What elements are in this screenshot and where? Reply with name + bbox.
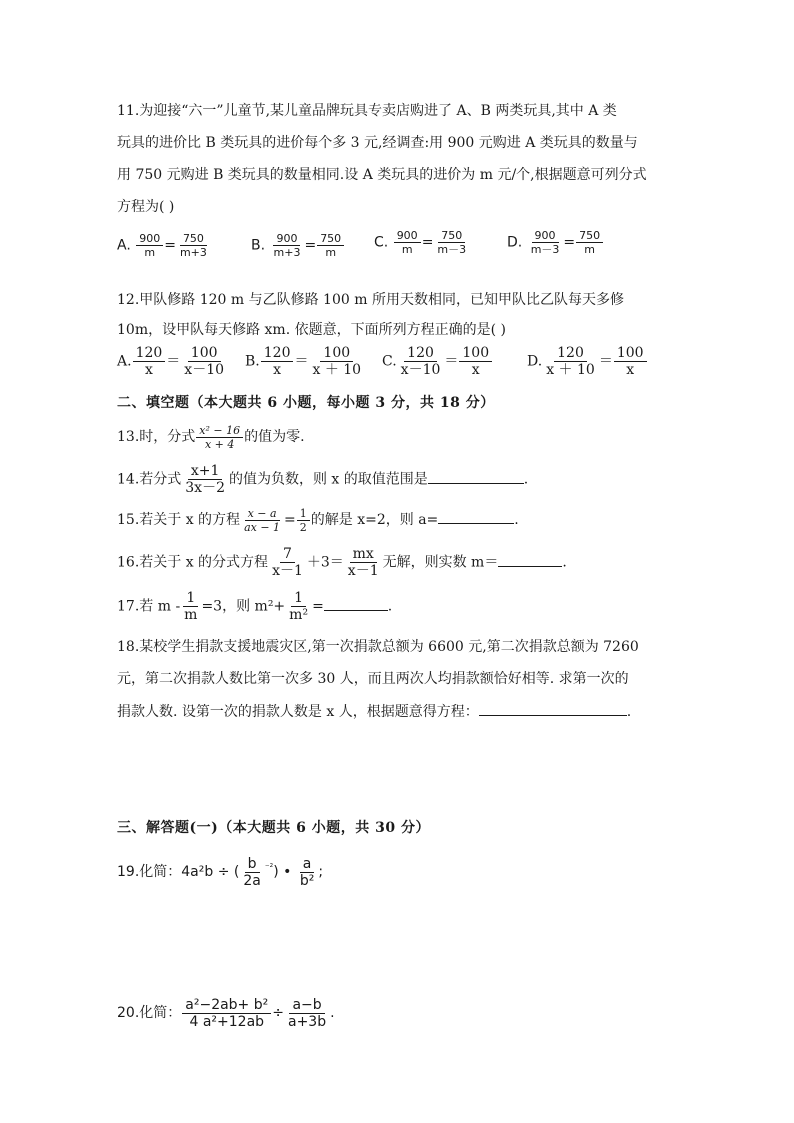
q13	[117, 422, 305, 452]
option-label: B.	[251, 237, 266, 254]
equals: ＝	[294, 353, 309, 370]
frac-num: 750	[576, 229, 603, 243]
equals: =	[304, 237, 317, 254]
q12-option-b[interactable]	[245, 345, 365, 378]
frac-den: x ＋ 10	[312, 362, 362, 378]
equals: ＝	[166, 353, 181, 370]
frac-num: 100	[459, 345, 492, 362]
q19	[117, 852, 323, 889]
frac-num: 120	[261, 345, 294, 362]
frac-num: 750	[180, 232, 207, 246]
frac-den: a+3b	[287, 1013, 327, 1030]
q14	[117, 463, 528, 496]
q16-end: .	[562, 554, 567, 571]
q18-line-3	[117, 701, 631, 722]
q15-answer-blank[interactable]	[438, 509, 514, 524]
frac-den: x ＋ 10	[546, 362, 595, 378]
frac-den: 2	[299, 520, 307, 534]
frac-den: x	[144, 362, 153, 378]
q11-option-d[interactable]	[507, 229, 604, 256]
q13-text-post: 的值为零.	[244, 429, 305, 445]
option-label: A.	[117, 353, 132, 370]
frac-den: x－10	[184, 362, 225, 378]
q14-end: .	[523, 471, 529, 488]
frac-den: m－3	[530, 243, 560, 256]
frac-num: 100	[188, 345, 221, 362]
frac-den: x	[273, 362, 282, 378]
frac-den: m－3	[437, 243, 467, 256]
q15	[117, 505, 519, 535]
q11-line-3: 用 750 元购进 B 类玩具的数量相同.设 A 类玩具的进价为 m 元/个,根据题意可列分式	[117, 167, 647, 183]
option-label: D.	[507, 234, 523, 251]
frac-den: x + 4	[204, 437, 235, 451]
frac-num: a²−2ab+ b²	[182, 997, 271, 1014]
frac-num: 1	[183, 590, 198, 607]
q18-line-2: 元，第二次捐款人数比第一次多 30 人，而且两次人均捐款额恰好相等. 求第一次的	[117, 671, 629, 687]
frac-den: m	[184, 607, 198, 623]
q20	[117, 996, 335, 1030]
q17-text-post: =	[312, 598, 324, 615]
q15-text: 15.若关于 x 的方程	[117, 512, 241, 528]
frac-num: 900	[394, 229, 421, 243]
q12-option-a[interactable]	[117, 345, 228, 378]
q17-mid: =3，则 m²+	[201, 598, 286, 615]
equals: ＝	[598, 353, 613, 370]
q18-line-1: 18.某校学生捐款支援地震灾区,第一次捐款总额为 6600 元,第二次捐款总额为 7260	[117, 639, 639, 655]
option-label: A.	[117, 237, 131, 254]
frac-num: 120	[133, 345, 166, 362]
q14-text-post: 的值为负数，则 x 的取值范围是	[228, 471, 428, 488]
equals: =	[164, 237, 176, 254]
frac-num: a	[300, 856, 315, 873]
equals: =	[563, 234, 576, 251]
frac-num: x+1	[188, 463, 223, 480]
q16-mid: ＋3＝	[306, 554, 344, 571]
q19-text: 19.化简：	[117, 864, 182, 880]
frac-num: 7	[280, 546, 295, 563]
q17-answer-blank[interactable]	[324, 596, 388, 611]
q11-line-4: 方程为( )	[117, 199, 175, 215]
q15-end: .	[514, 512, 519, 528]
frac-den: m+3	[179, 246, 207, 259]
frac-den: ax − 1	[244, 520, 281, 534]
frac-num: 1	[291, 590, 306, 607]
frac-num: 900	[532, 229, 559, 243]
q12-option-c[interactable]	[382, 345, 493, 378]
q11-line-2: 玩具的进价比 B 类玩具的进价每个多 3 元,经调查:用 900 元购进 A 类玩具的数量与	[117, 135, 638, 151]
frac-den: m²	[289, 607, 309, 623]
q20-end: .	[330, 1005, 335, 1021]
q19-expr-a: 4a²b ÷ (	[181, 864, 240, 880]
option-label: C.	[374, 234, 389, 251]
frac-den: 2a	[243, 872, 261, 889]
q19-exponent: ⁻²	[264, 863, 274, 873]
frac-den: m+3	[273, 246, 301, 259]
frac-den: x－10	[400, 362, 441, 378]
q14-answer-blank[interactable]	[428, 469, 524, 484]
equals: =	[421, 234, 434, 251]
option-label: B.	[245, 353, 260, 370]
q15-text-post: 的解是 x=2，则 a=	[310, 512, 439, 528]
frac-num: a−b	[289, 997, 324, 1014]
frac-num: mx	[350, 546, 377, 563]
q11-option-c[interactable]	[374, 229, 470, 256]
q11-line-1: 11.为迎接“六一”儿童节,某儿童品牌玩具专卖店购进了 A、B 两类玩具,其中 A 类	[117, 103, 617, 119]
q11-option-a[interactable]	[117, 232, 211, 259]
q16-text-post: 无解，则实数 m＝	[382, 554, 499, 571]
q18-answer-blank[interactable]	[479, 701, 627, 716]
option-label: D.	[527, 353, 543, 370]
frac-num: 750	[438, 229, 465, 243]
frac-num: 120	[404, 345, 437, 362]
frac-den: m	[401, 243, 413, 256]
frac-num: 100	[614, 345, 647, 362]
q17	[117, 590, 392, 623]
q18-end: .	[626, 704, 632, 720]
frac-num: x² − 16	[196, 424, 243, 438]
frac-den: m	[144, 246, 156, 259]
q12-option-d[interactable]	[527, 345, 648, 378]
frac-num: b	[245, 856, 260, 873]
section-3-heading: 三、解答题(一)（本大题共 6 小题，共 30 分）	[117, 820, 430, 836]
equals: =	[284, 512, 296, 528]
section-2-heading: 二、填空题（本大题共 6 小题，每小题 3 分，共 18 分）	[117, 395, 495, 411]
frac-den: x－1	[272, 563, 303, 579]
q17-end: .	[387, 598, 393, 615]
frac-den: x－1	[347, 563, 379, 579]
frac-den: m	[325, 246, 337, 259]
q12-line-2: 10m，设甲队每天修路 xm. 依题意，下面所列方程正确的是( )	[117, 322, 506, 338]
frac-den: x	[471, 362, 480, 378]
q19-end: ;	[318, 864, 324, 880]
frac-den: x	[626, 362, 635, 378]
frac-den: b²	[299, 872, 315, 889]
frac-den: m	[584, 243, 595, 256]
frac-num: 120	[554, 345, 587, 362]
frac-num: 900	[136, 232, 163, 246]
frac-den: 3x－2	[185, 480, 225, 496]
q18-line-3-text: 捐款人数. 设第一次的捐款人数是 x 人，根据题意得方程：	[117, 704, 479, 720]
q17-text: 17.若 m -	[117, 598, 181, 615]
frac-num: 1	[297, 507, 310, 521]
q16-answer-blank[interactable]	[498, 552, 562, 567]
q16	[117, 546, 567, 579]
option-label: C.	[382, 353, 397, 370]
q19-dot: ) •	[273, 864, 296, 880]
q11-option-b[interactable]	[251, 232, 345, 259]
q20-text: 20.化简：	[117, 1005, 182, 1021]
frac-num: 750	[317, 232, 344, 246]
frac-den: 4 a²+12ab	[189, 1013, 265, 1030]
q16-text: 16.若关于 x 的分式方程	[117, 554, 269, 571]
frac-num: 900	[273, 232, 300, 246]
equals: ＝	[444, 353, 459, 370]
frac-num: 100	[320, 345, 353, 362]
q14-text: 14.若分式	[117, 471, 182, 488]
q12-line-1: 12.甲队修路 120 m 与乙队修路 100 m 所用天数相同，已知甲队比乙队每天多修	[117, 292, 624, 308]
q20-divide: ÷	[272, 1005, 284, 1021]
frac-num: x − a	[245, 507, 280, 521]
q13-text: 13.时，分式	[117, 429, 196, 445]
